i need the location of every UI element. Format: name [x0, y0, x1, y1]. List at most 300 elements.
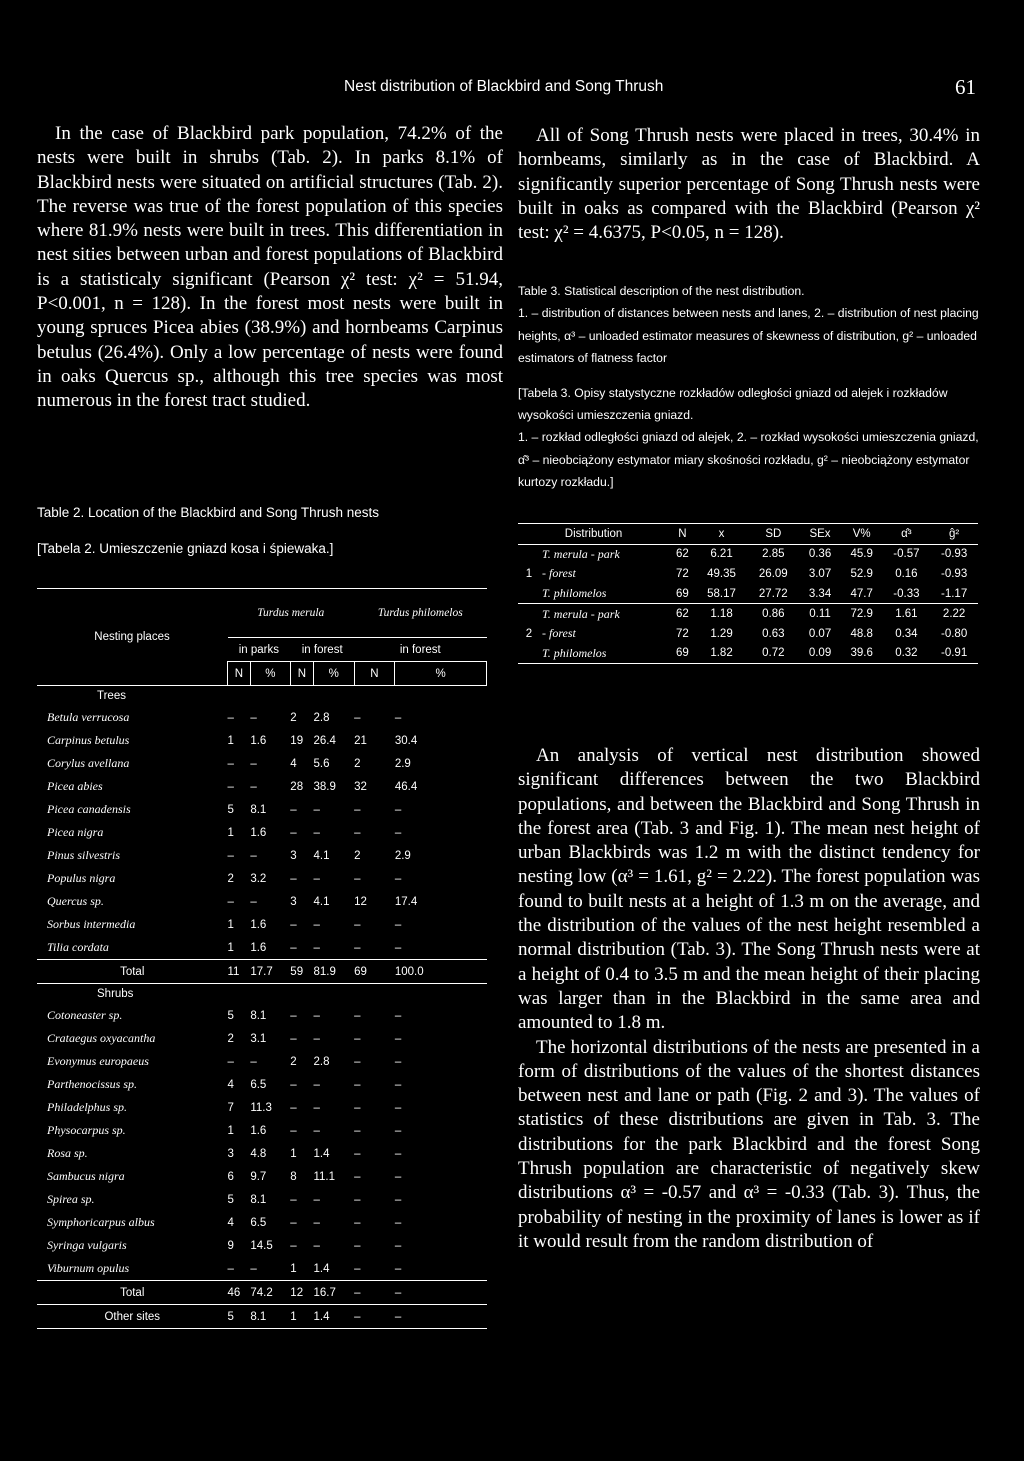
table-row — [37, 821, 487, 844]
cell-value: 2 — [227, 1032, 234, 1045]
species-name: Crataegus oxyacantha — [47, 1031, 156, 1045]
cell-value: – — [290, 1032, 297, 1045]
other-sites-row-label: Other sites — [104, 1310, 161, 1323]
cell-value: 19 — [290, 734, 304, 747]
table-row — [518, 644, 978, 664]
cell-value: 72.9 — [850, 608, 873, 621]
right-paragraph-3: The horizontal distributions of the nests are presented in a form of distributions of the values of the shortest distances between nest and lane or path (Fig. 2 and 3). The values of statistics of these distributions are given in Tab. 3. The distributions for the park Blackbird and the forest Song Thrush population are characteristic of negatively skew distributions α³ = -0.57 and α³ = -0.33 (Tab. 3). Thus, the probability of nesting in the proximity of lanes is lower as if it would result from the random distribution of — [518, 1036, 980, 1252]
cell-value: – — [354, 918, 361, 931]
cell-value: 27.72 — [758, 587, 788, 600]
cell-value: 74.2 — [250, 1286, 273, 1299]
cell-value: – — [290, 872, 297, 885]
cell-value: 30.4 — [394, 734, 418, 747]
species-name: Picea canadensis — [47, 802, 131, 816]
cell-value: 6.5 — [250, 1216, 267, 1229]
cell-value: 9 — [227, 1239, 234, 1252]
cell-value: 26.09 — [758, 567, 788, 580]
table-row — [37, 1027, 487, 1050]
distribution-group: 1 — [525, 567, 533, 580]
table-row — [37, 1257, 487, 1281]
cell-value: 3.2 — [250, 872, 267, 885]
cell-value: – — [354, 1147, 361, 1160]
cell-value: – — [313, 1193, 320, 1206]
cell-value: 12 — [354, 895, 367, 908]
species-name: Picea abies — [47, 779, 103, 793]
cell-value: 17.4 — [394, 895, 418, 908]
cell-value: 2 — [290, 711, 297, 724]
right-column-bottom — [518, 744, 980, 1254]
table3-header: Distribution — [564, 527, 623, 540]
cell-value: – — [290, 1239, 297, 1252]
cell-value: 6.21 — [710, 548, 733, 561]
cell-value: 4.1 — [313, 849, 330, 862]
cell-value: – — [313, 1101, 320, 1114]
table-row — [37, 890, 487, 913]
species-name: Physocarpus sp. — [47, 1123, 126, 1137]
cell-value: -0.93 — [941, 567, 968, 580]
cell-value: 1 — [290, 1262, 297, 1275]
cell-value: 4.1 — [313, 895, 330, 908]
cell-value: 16.7 — [313, 1286, 336, 1299]
cell-value: – — [394, 1078, 402, 1091]
table-row — [37, 867, 487, 890]
cell-value: – — [250, 757, 257, 770]
cell-value: 3 — [227, 1147, 234, 1160]
cell-value: – — [290, 941, 297, 954]
cell-value: 48.8 — [850, 627, 873, 640]
table2-header-philomelos: Turdus philomelos — [377, 607, 463, 619]
table2-pct: % — [313, 662, 354, 686]
cell-value: 17.7 — [250, 965, 273, 978]
cell-value: -0.57 — [893, 548, 920, 561]
table-row — [37, 1096, 487, 1119]
cell-value: 3.07 — [808, 567, 832, 580]
cell-value: 3.1 — [250, 1032, 267, 1045]
page-header — [0, 75, 1024, 102]
cell-value: – — [313, 1078, 320, 1091]
cell-value: 8 — [290, 1170, 297, 1183]
cell-value: – — [227, 1262, 234, 1275]
cell-value: 5 — [227, 803, 234, 816]
cell-value: 62 — [676, 608, 689, 621]
cell-value: 1.4 — [313, 1262, 330, 1275]
trees-total-row — [37, 960, 487, 984]
cell-value: 2 — [354, 849, 361, 862]
cell-value: 49.35 — [707, 567, 736, 580]
cell-value: 1.4 — [313, 1147, 330, 1160]
cell-value: – — [227, 757, 234, 770]
cell-value: 1.61 — [895, 608, 918, 621]
cell-value: – — [394, 941, 402, 954]
cell-value: 9.7 — [250, 1170, 267, 1183]
page-number: 61 — [955, 75, 976, 99]
cell-value: – — [394, 1032, 402, 1045]
table2-sub-parks: in parks — [228, 638, 291, 662]
cell-value: – — [250, 711, 257, 724]
cell-value: -0.91 — [941, 647, 968, 660]
distribution-group: 2 — [525, 627, 533, 640]
table-row — [37, 1119, 487, 1142]
cell-value: – — [313, 1239, 320, 1252]
trees-section — [37, 686, 487, 707]
cell-value: 5 — [227, 1009, 234, 1022]
cell-value: 1.6 — [250, 941, 267, 954]
table2-pct: % — [250, 662, 290, 686]
table2-sub-forest-thrush: in forest — [354, 638, 486, 662]
table-row — [37, 1234, 487, 1257]
table3-header: SD — [765, 527, 782, 540]
species-name: Corylus avellana — [47, 756, 130, 770]
cell-value: 72 — [676, 567, 689, 580]
cell-value: – — [394, 826, 402, 839]
cell-value: 1 — [227, 734, 234, 747]
table3 — [518, 523, 978, 664]
table-row — [37, 1073, 487, 1096]
cell-value: – — [313, 803, 320, 816]
cell-value: 2.85 — [762, 548, 785, 561]
left-paragraph: In the case of Blackbird park population, 74.2% of the nests were built in shrubs (Tab. 2). In parks 8.1% of Blackbird nests were situated on artificial structures (Tab. 2). The reverse was true of the forest population of this species where 81.9% nests were built in trees. This differentiation in nest sities between urban and forest populations of Blackbird is a statisticaly significant (Pearson χ² test: χ² = 51.94, P<0.001, n = 128). In the forest most nests were built in young spruces Picea abies (38.9%) and hornbeams Carpinus betulus (26.4%). Only a low percentage of nests were found in oaks Quercus sp., although this tree species was most numerous in the forest tract studied. — [37, 123, 503, 412]
table-row — [518, 604, 978, 624]
species-name: Betula verrucosa — [47, 710, 130, 724]
cell-value: 58.17 — [707, 587, 736, 600]
cell-value: 12 — [290, 1286, 304, 1299]
cell-value: 2 — [290, 1055, 297, 1068]
table2 — [37, 588, 487, 1329]
right-paragraph-1: All of Song Thrush nests were placed in trees, 30.4% in hornbeams, similarly as in the case of Blackbird. A significantly superior percentage of Song Thrush nests were built in oaks as compared with the Blackbird (Pearson χ² test: χ² = 4.6375, P<0.05, n = 128). — [518, 125, 980, 244]
cell-value: – — [394, 1286, 402, 1299]
table-row — [37, 1188, 487, 1211]
cell-value: – — [354, 711, 361, 724]
table-row — [37, 1165, 487, 1188]
cell-value: 6 — [227, 1170, 234, 1183]
cell-value: – — [227, 849, 234, 862]
cell-value: 69 — [676, 587, 689, 600]
cell-value: -0.33 — [893, 587, 920, 600]
cell-value: – — [313, 1124, 320, 1137]
cell-value: 1.4 — [313, 1310, 330, 1323]
species-name: Sambucus nigra — [47, 1169, 125, 1183]
species-name: Quercus sp. — [47, 894, 104, 908]
table3-header: V% — [852, 527, 871, 540]
cell-value: 8.1 — [250, 803, 267, 816]
species-name: T. merula - park — [542, 606, 620, 621]
cell-value: 1.6 — [250, 918, 267, 931]
distribution-group — [518, 604, 540, 624]
cell-value: 1.6 — [250, 826, 267, 839]
cell-value: 1 — [227, 941, 234, 954]
cell-value: – — [290, 1193, 297, 1206]
cell-value: – — [394, 918, 402, 931]
cell-value: – — [354, 1124, 361, 1137]
table3-caption-line: 1. – distribution of distances between nests and lanes, 2. – distribution of nest placing heights, α³ – unloaded estimator measures of skewness of distribution, g² – unloaded estimators of flatness factor — [518, 306, 979, 366]
table3-header-row — [518, 524, 978, 545]
cell-value: – — [354, 1286, 361, 1299]
species-name: Pinus silvestris — [47, 848, 121, 862]
cell-value: 1 — [290, 1310, 297, 1323]
cell-value: – — [394, 1262, 402, 1275]
cell-value: – — [394, 1216, 402, 1229]
cell-value: 4 — [227, 1216, 234, 1229]
table3-header: α̂³ — [901, 527, 912, 540]
cell-value: – — [313, 1032, 320, 1045]
table-row — [37, 775, 487, 798]
species-name: T. philomelos — [542, 586, 607, 601]
cell-value: – — [227, 711, 234, 724]
cell-value: – — [290, 826, 297, 839]
cell-value: 81.9 — [313, 965, 336, 978]
table2-n: N — [290, 662, 313, 686]
cell-value: 46 — [227, 1286, 241, 1299]
cell-value: – — [354, 941, 361, 954]
cell-value: – — [354, 1170, 361, 1183]
cell-value: 0.11 — [809, 608, 831, 621]
cell-value: 11.3 — [250, 1101, 272, 1114]
cell-value: 3 — [290, 849, 297, 862]
cell-value: 69 — [676, 647, 689, 660]
species-name: Sorbus intermedia — [47, 917, 136, 931]
species-name: Syringa vulgaris — [47, 1238, 127, 1252]
table-row — [37, 752, 487, 775]
cell-value: – — [354, 1009, 361, 1022]
cell-value: – — [354, 1239, 361, 1252]
species-name: T. philomelos — [542, 645, 607, 660]
species-name: Symphoricarpus albus — [47, 1215, 155, 1229]
table-row — [37, 706, 487, 729]
shrubs-total-row — [37, 1281, 487, 1305]
cell-value: 8.1 — [250, 1193, 267, 1206]
species-name: - forest — [542, 566, 576, 581]
table2-sub-forest: in forest — [290, 638, 354, 662]
cell-value: – — [250, 1262, 257, 1275]
cell-value: 1 — [227, 1124, 234, 1137]
cell-value: – — [290, 1009, 297, 1022]
table2-caption-pl: [Tabela 2. Umieszczenie gniazd kosa i śpiewaka.] — [37, 541, 334, 556]
cell-value: 45.9 — [850, 548, 873, 561]
cell-value: – — [354, 826, 361, 839]
species-name: Carpinus betulus — [47, 733, 130, 747]
cell-value: 2.8 — [313, 711, 330, 724]
species-name: Viburnum opulus — [47, 1261, 130, 1275]
shrubs-total-row-label: Total — [120, 1286, 145, 1299]
cell-value: 11.1 — [313, 1170, 336, 1183]
table-row — [37, 798, 487, 821]
table-row — [37, 913, 487, 936]
cell-value: – — [394, 1170, 402, 1183]
species-name: Tilia cordata — [47, 940, 109, 954]
species-name: Evonymus europaeus — [47, 1054, 149, 1068]
left-column — [37, 122, 503, 414]
cell-value: – — [394, 1147, 402, 1160]
cell-value: 38.9 — [313, 780, 336, 793]
cell-value: 7 — [227, 1101, 234, 1114]
table-row — [518, 584, 978, 604]
cell-value: 59 — [290, 965, 304, 978]
table3-header: N — [678, 527, 687, 540]
cell-value: – — [227, 1055, 234, 1068]
cell-value: 4 — [290, 757, 297, 770]
cell-value: 1 — [227, 918, 234, 931]
table3-header: x — [718, 527, 725, 540]
cell-value: – — [394, 803, 402, 816]
table2-n: N — [354, 662, 395, 686]
cell-value: 1 — [227, 826, 234, 839]
cell-value: – — [250, 895, 257, 908]
species-name: Picea nigra — [47, 825, 104, 839]
species-name: Philadelphus sp. — [47, 1100, 127, 1114]
cell-value: – — [290, 1078, 297, 1091]
table3-caption-line: [Tabela 3. Opisy statystyczne rozkładów odległości gniazd od alejek i rozkładów wysokości umieszczenia gniazd. — [518, 385, 948, 423]
cell-value: 8.1 — [250, 1009, 267, 1022]
cell-value: – — [394, 1310, 402, 1323]
cell-value: 3 — [290, 895, 297, 908]
cell-value: – — [354, 1032, 361, 1045]
cell-value: – — [394, 1055, 402, 1068]
cell-value: 52.9 — [850, 567, 873, 580]
cell-value: – — [354, 1193, 361, 1206]
table-row — [37, 936, 487, 960]
cell-value: – — [313, 941, 320, 954]
table-row — [518, 624, 978, 644]
distribution-group — [518, 584, 540, 604]
cell-value: – — [227, 895, 234, 908]
species-name: - forest — [542, 626, 576, 641]
trees-total-row-label: Total — [120, 965, 145, 978]
cell-value: 4 — [227, 1078, 234, 1091]
table3-caption-line: 1. – rozkład odległości gniazd od alejek, 2. – rozkład wysokości umieszczenia gniazd, α̂³ – nieobciążony estymator miary skośności rozkładu, g² – nieobciążony estymator kurtozy rozkładu.] — [518, 430, 979, 490]
cell-value: 0.32 — [895, 647, 918, 660]
table-row — [37, 844, 487, 867]
cell-value: – — [354, 872, 361, 885]
table3-header: ĝ² — [949, 527, 960, 540]
cell-value: 100.0 — [394, 965, 424, 978]
table3-header: SEx — [809, 527, 831, 540]
cell-value: – — [394, 872, 402, 885]
cell-value: -0.80 — [941, 627, 968, 640]
shrubs-section — [37, 984, 487, 1005]
cell-value: – — [354, 803, 361, 816]
table2-n: N — [228, 662, 251, 686]
cell-value: – — [394, 1101, 402, 1114]
cell-value: 28 — [290, 780, 304, 793]
cell-value: 0.09 — [808, 647, 832, 660]
cell-value: 0.86 — [762, 608, 785, 621]
cell-value: – — [227, 780, 234, 793]
table2-header-nesting-places: Nesting places — [94, 631, 170, 643]
table-row — [37, 1142, 487, 1165]
cell-value: 1.82 — [710, 647, 733, 660]
table2-header-merula: Turdus merula — [257, 607, 325, 619]
cell-value: 32 — [354, 780, 367, 793]
cell-value: 2.9 — [394, 849, 411, 862]
cell-value: – — [290, 1124, 297, 1137]
cell-value: – — [394, 1193, 402, 1206]
cell-value: – — [313, 826, 320, 839]
cell-value: 0.63 — [762, 627, 785, 640]
trees-section-label: Trees — [97, 690, 126, 702]
cell-value: 5 — [227, 1310, 234, 1323]
cell-value: – — [354, 1262, 361, 1275]
cell-value: – — [354, 1055, 361, 1068]
cell-value: 1.29 — [710, 627, 733, 640]
cell-value: 3.34 — [808, 587, 832, 600]
right-paragraph-2: An analysis of vertical nest distribution showed significant differences between the two Blackbird populations, and between the Blackbird and Song Thrush in the forest area (Tab. 3 and Fig. 1). The mean nest height of urban Blackbirds was 1.2 m with the distinct tendency for nesting low (α³ = 1.61, g² = 2.22). The forest population was found to built nests at a height of 1.3 m on the average, and the distribution of the values of the nest height resembled a normal distribution (Tab. 3). The Song Thrush nests were at a height of 0.4 to 3.5 m and the mean height of their placing was larger than in the Blackbird in the same area and amounted to 1.8 m. — [518, 745, 980, 1034]
table-row — [518, 544, 978, 564]
species-name: Rosa sp. — [47, 1146, 88, 1160]
cell-value: 1.18 — [710, 608, 733, 621]
cell-value: – — [354, 1078, 361, 1091]
species-name: Populus nigra — [47, 871, 116, 885]
cell-value: – — [313, 1009, 320, 1022]
cell-value: – — [313, 918, 320, 931]
table3-caption-line: Table 3. Statistical description of the nest distribution. — [518, 284, 805, 298]
cell-value: – — [354, 1101, 361, 1114]
cell-value: – — [354, 1216, 361, 1229]
cell-value: 2.9 — [394, 757, 411, 770]
cell-value: – — [290, 1101, 297, 1114]
species-name: Spirea sp. — [47, 1192, 95, 1206]
cell-value: 0.72 — [762, 647, 785, 660]
distribution-group — [518, 544, 540, 564]
cell-value: 47.7 — [850, 587, 873, 600]
cell-value: 2 — [354, 757, 361, 770]
cell-value: – — [313, 1216, 320, 1229]
cell-value: 2.22 — [942, 608, 966, 621]
table2-caption: Table 2. Location of the Blackbird and Song Thrush nests — [37, 505, 379, 520]
table-row — [37, 1004, 487, 1027]
table3-caption — [518, 280, 980, 494]
cell-value: 39.6 — [850, 647, 873, 660]
cell-value: – — [354, 1310, 361, 1323]
cell-value: 46.4 — [394, 780, 418, 793]
cell-value: 0.36 — [808, 548, 832, 561]
cell-value: 21 — [354, 734, 367, 747]
cell-value: 8.1 — [250, 1310, 267, 1323]
distribution-group — [518, 644, 540, 664]
table-row — [518, 564, 978, 584]
cell-value: -0.93 — [941, 548, 968, 561]
cell-value: 2.8 — [313, 1055, 330, 1068]
cell-value: – — [290, 1216, 297, 1229]
cell-value: – — [394, 1239, 402, 1252]
cell-value: – — [250, 1055, 257, 1068]
right-column-top — [518, 124, 980, 245]
cell-value: – — [250, 780, 257, 793]
table2-pct: % — [395, 662, 487, 686]
cell-value: 5.6 — [313, 757, 330, 770]
cell-value: 5 — [227, 1193, 234, 1206]
table-row — [37, 729, 487, 752]
species-name: T. merula - park — [542, 546, 620, 561]
running-title: Nest distribution of Blackbird and Song Thrush — [344, 78, 664, 95]
cell-value: 0.07 — [808, 627, 832, 640]
cell-value: – — [290, 918, 297, 931]
cell-value: 62 — [676, 548, 689, 561]
cell-value: 69 — [354, 965, 367, 978]
cell-value: – — [290, 803, 297, 816]
cell-value: – — [394, 1124, 402, 1137]
cell-value: 0.34 — [895, 627, 918, 640]
cell-value: 2 — [227, 872, 234, 885]
cell-value: – — [313, 872, 320, 885]
shrubs-section-label: Shrubs — [97, 988, 134, 1000]
cell-value: 26.4 — [313, 734, 336, 747]
cell-value: -1.17 — [941, 587, 968, 600]
cell-value: 1.6 — [250, 1124, 267, 1137]
species-name: Cotoneaster sp. — [47, 1008, 123, 1022]
cell-value: – — [250, 849, 257, 862]
cell-value: – — [394, 1009, 402, 1022]
table-row — [37, 1050, 487, 1073]
